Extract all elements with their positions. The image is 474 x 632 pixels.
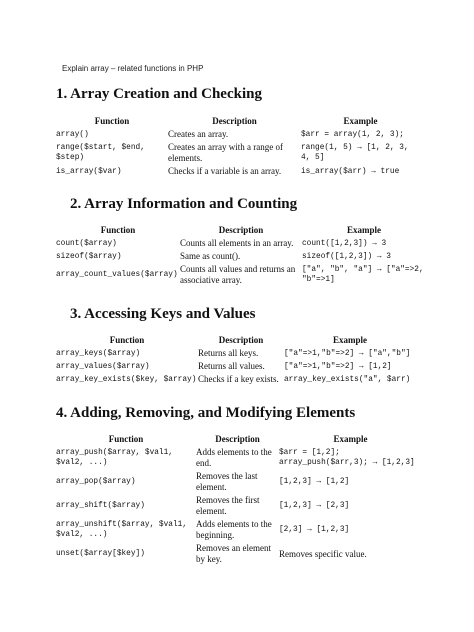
table-row — [56, 250, 426, 263]
example-cell: sizeof([1,2,3]) → 3 — [302, 252, 391, 261]
description-cell: Creates an array with a range of elements. — [168, 142, 283, 163]
column-header-function: Function — [100, 225, 136, 235]
example-cell: array_key_exists("a", $arr) — [284, 375, 411, 384]
table-row — [56, 373, 416, 386]
table-row — [56, 141, 420, 165]
function-cell: array_shift($array) — [56, 502, 145, 510]
column-header-example: Example — [333, 434, 368, 444]
table-header-row — [56, 114, 420, 128]
column-header-function: Function — [109, 335, 145, 345]
function-cell: is_array($var) — [56, 167, 122, 176]
column-header-example: Example — [346, 225, 381, 235]
example-cell: [1,2,3] → [2,3] — [279, 502, 350, 510]
example-cell: $arr = [1,2]; array_push($arr,3); → [1,2,3] — [279, 449, 415, 467]
description-cell: Same as count(). — [180, 251, 241, 261]
example-cell: is_array($arr) → true — [301, 167, 400, 176]
section-heading-accessing-keys: 3. Accessing Keys and Values — [70, 306, 256, 322]
section-heading-array-information: 2. Array Information and Counting — [70, 196, 298, 212]
example-cell: $arr = array(1, 2, 3); — [301, 130, 404, 139]
table-row — [56, 263, 426, 287]
table-array-information — [56, 223, 426, 287]
document-title: Explain array – related functions in PHP — [62, 64, 204, 73]
function-cell: range($start, $end, $step) — [56, 144, 145, 162]
description-cell: Adds elements to the end. — [196, 447, 272, 468]
description-cell: Counts all elements in an array. — [180, 238, 294, 248]
column-header-description: Description — [215, 434, 260, 444]
table-row — [56, 237, 426, 250]
column-header-function: Function — [94, 116, 130, 126]
description-cell: Checks if a variable is an array. — [168, 166, 282, 176]
function-cell: array_values($array) — [56, 362, 150, 371]
function-cell: array_keys($array) — [56, 349, 141, 358]
table-row — [56, 446, 422, 470]
example-cell: Removes specific value. — [279, 548, 367, 559]
example-cell: ["a"=>1,"b"=>2] → ["a","b"] — [284, 349, 411, 358]
function-cell: array_push($array, $val1, $val2, ...) — [56, 449, 173, 467]
section-heading-adding-removing: 4. Adding, Removing, and Modifying Elements — [56, 405, 356, 421]
description-cell: Removes the last element. — [196, 471, 258, 492]
description-cell: Adds elements to the beginning. — [196, 519, 272, 540]
function-cell: array_count_values($array) — [56, 271, 178, 279]
example-cell: [2,3] → [1,2,3] — [279, 526, 350, 534]
table-accessing-keys — [56, 333, 416, 386]
table-array-creation — [56, 114, 420, 178]
table-row — [56, 470, 422, 494]
column-header-description: Description — [212, 116, 257, 126]
example-cell: ["a", "b", "a"] → ["a"=>2, "b"=>1] — [302, 266, 424, 284]
function-cell: array() — [56, 130, 89, 139]
description-cell: Creates an array. — [168, 129, 229, 139]
function-cell: array_unshift($array, $val1, $val2, ...) — [56, 521, 188, 539]
description-cell: Removes an element by key. — [196, 543, 271, 564]
description-cell: Checks if a key exists. — [198, 374, 279, 384]
example-cell: count([1,2,3]) → 3 — [302, 239, 387, 248]
description-cell: Removes the first element. — [196, 495, 260, 516]
table-header-row — [56, 333, 416, 347]
function-cell: count($array) — [56, 239, 117, 248]
table-header-row — [56, 432, 422, 446]
example-cell: ["a"=>1,"b"=>2] → [1,2] — [284, 362, 392, 371]
table-row — [56, 360, 416, 373]
function-cell: unset($array[$key]) — [56, 550, 145, 558]
table-adding-removing — [56, 432, 422, 566]
table-row — [56, 518, 422, 542]
function-cell: array_key_exists($key, $array) — [56, 375, 197, 384]
function-cell: sizeof($array) — [56, 252, 122, 261]
column-header-example: Example — [343, 116, 378, 126]
column-header-description: Description — [218, 225, 264, 235]
column-header-example: Example — [332, 335, 367, 345]
table-row — [56, 347, 416, 360]
function-cell: array_pop($array) — [56, 478, 136, 486]
table-row — [56, 128, 420, 141]
column-header-function: Function — [108, 434, 144, 444]
table-row — [56, 165, 420, 178]
example-cell: range(1, 5) → [1, 2, 3, 4, 5] — [301, 144, 409, 162]
table-row — [56, 494, 422, 518]
column-header-description: Description — [218, 335, 264, 345]
description-cell: Returns all keys. — [198, 348, 259, 358]
description-cell: Counts all values and returns an associative array. — [180, 264, 296, 285]
section-heading-array-creation: 1. Array Creation and Checking — [56, 86, 262, 102]
description-cell: Returns all values. — [198, 361, 265, 371]
example-cell: [1,2,3] → [1,2] — [279, 478, 350, 486]
table-header-row — [56, 223, 426, 237]
table-row — [56, 542, 422, 566]
